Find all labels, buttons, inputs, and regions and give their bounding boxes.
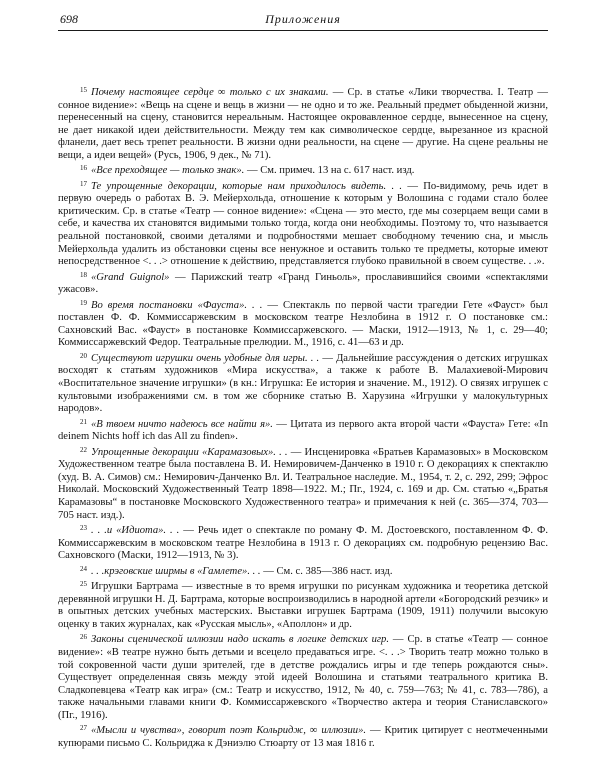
note-16: [58, 162, 548, 178]
endnotes: [58, 84, 548, 750]
note-citation: . . .и «Идиота». . .: [91, 525, 180, 537]
note-text: — См. примеч. 13 на с. 617 наст. изд.: [244, 165, 415, 177]
note-citation: Те упрощенные декорации, которые нам приходилось видеть. . .: [91, 180, 403, 192]
note-text: — Парижский театр «Гранд Гиньоль», прославившийся своими «спектаклями ужасов».: [58, 271, 548, 296]
note-17: [58, 178, 548, 269]
note-number: 25: [80, 580, 87, 589]
note-text: — Цитата из первого акта второй части «Фауста» Гете: «In deinem Nichts hoff ich das All zu finden».: [58, 418, 548, 443]
note-number: 26: [80, 633, 87, 642]
note-number: 27: [80, 724, 87, 733]
note-15: [58, 84, 548, 162]
note-number: 18: [80, 270, 87, 279]
note-number: 16: [80, 164, 87, 173]
note-citation: «Мысли и чувства», говорит поэт Кольридж, ∞ иллюзии».: [91, 725, 367, 737]
running-title: Приложения: [265, 12, 341, 26]
note-text: — Инсценировка «Братьев Карамазовых» в Московском Художественном театре была поставлена В. И. Немировичем-Данченко в 1910 г. О декорациях к спектаклю (худ. В. А. Симов) см.: Немирович-Данченко Вл. И. Театральное наследие. М., 1954, т. 2, с. 292, 299; Эфрос Николай. Московский Художественный Театр 1898—1922. М.; Пг., 1924, с. 169 и др. См. статью «„Братья Карамазовы“ в постановке Московского Художественного театра» и примечания к ней (с. 365—374, 703—705 наст. изд.).: [58, 446, 548, 521]
note-20: [58, 350, 548, 416]
note-number: 22: [80, 445, 87, 454]
note-number: 21: [80, 417, 87, 426]
note-27: [58, 722, 548, 750]
note-18: [58, 269, 548, 297]
note-24: [58, 563, 548, 579]
note-text: — Речь идет о спектакле по роману Ф. М. Достоевского, поставленном Ф. Ф. Коммиссаржевским в московском театре Незлобина в 1913 г. О декорациях см. подробную рецензию Вас. Сахновского (Маски, 1912—1913, № 3).: [58, 525, 548, 562]
note-text: — По-видимому, речь идет в первую очередь о работах В. Э. Мейерхольда, отношение к которым у Волошина с годами стало более критическим. Ср. в статье «Театр — сонное видение»: «Сцена — это место, где мы созерцаем вещи сами в себе, и качества их становятся видимыми только тогда, когда они необходимы. Поэтому то, что называется реальной постановкой, своими деталями и подробностями мешает свободному течению сна, и мысль Мейерхольда удалить из обстановки сцены все ненужное и оставить только те предметы, которые имеют непосредственное <. . .> отношение к действию, представляется глубоко правильной в своем существе. . .».: [58, 180, 548, 268]
note-26: [58, 631, 548, 722]
note-citation: «В твоем ничто надеюсь все найти я».: [91, 418, 273, 430]
note-number: 15: [80, 86, 87, 94]
note-number: 23: [80, 524, 87, 533]
note-citation: Существуют игрушки очень удобные для игры. . .: [91, 352, 320, 364]
note-22: [58, 444, 548, 522]
note-23: [58, 522, 548, 563]
note-citation: Во время постановки «Фауста». . .: [91, 299, 263, 311]
note-number: 20: [80, 351, 87, 360]
note-number: 17: [80, 179, 87, 188]
note-19: [58, 297, 548, 350]
note-citation: . . .крэговские ширмы в «Гамлете». . .: [91, 565, 261, 577]
note-citation: «Grand Guignol»: [91, 271, 170, 283]
page-header: [58, 12, 548, 31]
note-text: — Критик цитирует с неотмеченными купюрами письмо С. Кольриджа к Дэниэлю Стюарту от 13 мая 1816 г.: [58, 725, 548, 749]
note-text: Игрушки Бартрама — известные в то время игрушки по рисункам художника и теоретика детской деревянной игрушки Н. Д. Бартрама, которые воспроизводились в народной артели «Богородский резчик» и в опытных детских учебных мастерских. Выставки игрушек Бартрама (1909, 1911) получили высокую оценку в таких журналах, как «Русская мысль», «Аполлон» и др.: [58, 581, 548, 630]
note-citation: Законы сценической иллюзии надо искать в логике детских игр.: [91, 634, 389, 646]
note-citation: Почему настоящее сердце ∞ только с их знаками.: [91, 87, 329, 98]
note-citation: «Все преходящее — только знак».: [91, 165, 245, 177]
note-text: — Спектакль по первой части трагедии Гете «Фауст» был поставлен Ф. Ф. Коммиссаржевским в московском театре Незлобина в 1912 г. О постановке см.: Сахновский Вас. «Фауст» в постановке Коммиссаржевского. — Маски, 1912—1913, № 1, с. 29—40; Коммиссаржевский Федор. Театральные прелюдии. М., 1916, с. 41—63 и др.: [58, 299, 548, 349]
note-text: — Дальнейшие рассуждения о детских игрушках восходят к статьям художников «Мира искусства», а также к работе В. Малахиевой-Мирович «Воспитательное значение игрушки» (в кн.: Игрушка: Ее история и значение. М., 1912). О связях игрушек с культовыми изображениями см. в том же сборнике статью В. Харузина «Игрушки у малокультурных народов».: [58, 352, 548, 415]
page-number: 698: [60, 12, 78, 26]
note-25: [58, 578, 548, 631]
note-number: 19: [80, 298, 87, 307]
note-21: [58, 416, 548, 444]
note-text: — Ср. в статье «Лики творчества. I. Театр — сонное видение»: «Вещь на сцене и вещь в жизни — не одно и то же. Реальный предмет обыденной жизни, перенесенный на сцену, становится нереальным. Настоящее окровавленное сердце, вынесенное на сцену, не дает никакой идеи действительности. Между тем как символическое сердце, вырезанное из красной фланели, дает весь трепет реальности. В жизни одни реальности, на сцене — другие. На сцене реальны не вещи, а идеи вещей» (Русь, 1906, 9 дек., № 71).: [58, 87, 549, 161]
note-text: — Ср. в статье «Театр — сонное видение»: «В театре нужно быть детьми и всецело предаваться игре. <. . .> Творить театр можно только в той сокровенной части души зрителей, где в детстве рождались игры и где теперь рождаются сны». Существует определенная связь между этой идеей Волошина и статьями театрального критика В. Сладкопевцева «Театр как игра» (см.: Театр и искусство, 1912, № 40, с. 759—763; № 41, с. 783—786), а также начальными главами книги Ф. Коммиссаржевского «Творчество актера и теория Станиславского» (Пг., 1916).: [58, 634, 549, 721]
note-text: — См. с. 385—386 наст. изд.: [260, 565, 393, 577]
note-citation: Упрощенные декорации «Карамазовых». . .: [91, 446, 288, 458]
note-number: 24: [80, 564, 87, 573]
page: [58, 12, 548, 750]
